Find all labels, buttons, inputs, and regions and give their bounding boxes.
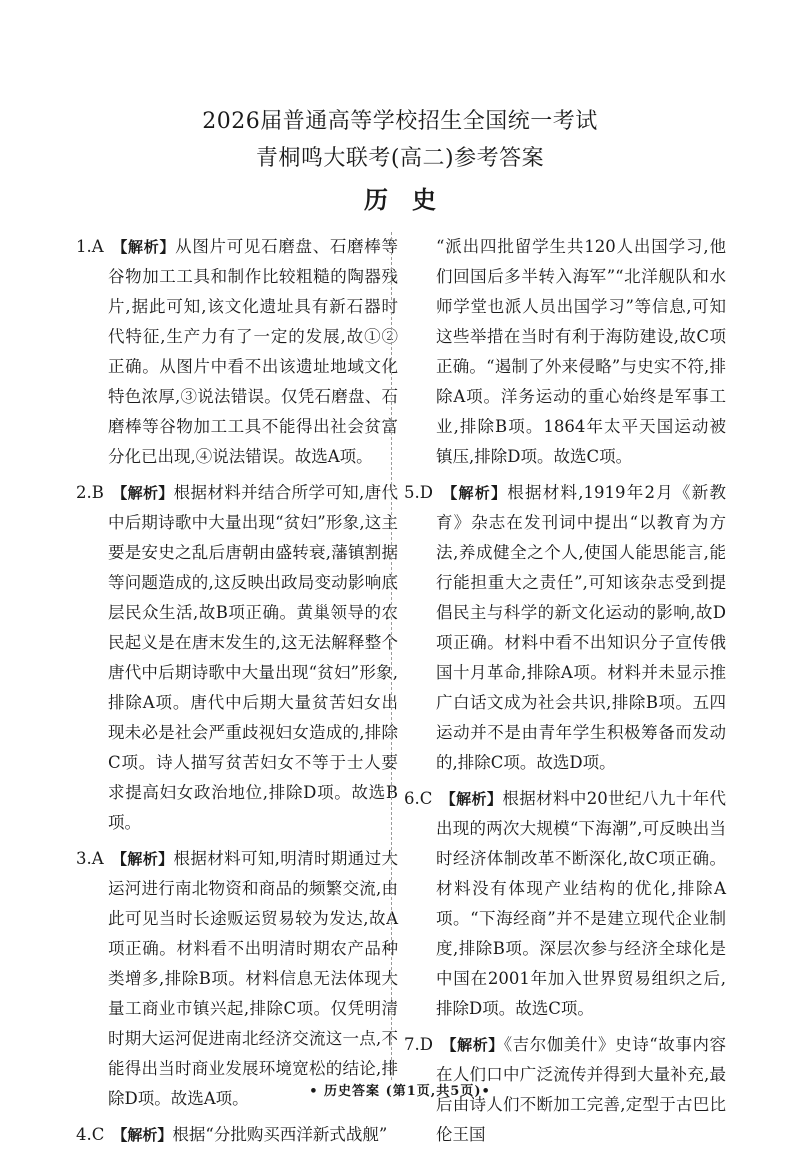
analysis-text: 根据“分批购买西洋新式战舰” bbox=[172, 1125, 388, 1144]
subject-heading: 历史 bbox=[364, 186, 460, 214]
left-column bbox=[76, 232, 398, 1156]
exam-title: 2026届普通高等学校招生全国统一考试 bbox=[202, 109, 598, 134]
column-divider bbox=[391, 232, 392, 1080]
page-footer: • 历史答案 (第1页,共5页)• bbox=[309, 1084, 491, 1099]
answer-item-6 bbox=[404, 784, 726, 1024]
item-answer: C bbox=[91, 1125, 105, 1144]
item-answer: A bbox=[91, 237, 104, 256]
right-column bbox=[404, 232, 726, 1156]
item-number: 4. bbox=[76, 1125, 92, 1144]
analysis-tag: 【解析】 bbox=[440, 790, 503, 808]
item-answer: C bbox=[419, 789, 433, 808]
analysis-text: 根据材料并结合所学可知,唐代中后期诗歌中大量出现“贫妇”形象,这主要是安史之乱后唐朝由盛转衰,藩镇割据等问题造成的,这反映出政局变动影响底层民众生活,故B项正确。黄巢领导的农民起义是在唐末发生的,这无法解释整个唐代中后期诗歌中大量出现“贫妇”形象,排除A项。唐代中后期大量贫苦妇女出现未必是社会严重歧视妇女造成的,排除C项。诗人描写贫苦妇女不等于士人要求提高妇女政治地位,排除D项。故选B项。 bbox=[108, 483, 398, 832]
answer-item-1 bbox=[76, 232, 398, 472]
item-number: 1. bbox=[76, 237, 92, 256]
item-answer: A bbox=[91, 849, 104, 868]
item-number: 3. bbox=[76, 849, 92, 868]
answer-key-title: 青桐鸣大联考(高二)参考答案 bbox=[255, 146, 545, 171]
analysis-tag: 【解析】 bbox=[440, 484, 508, 502]
analysis-tag: 【解析】 bbox=[112, 1126, 173, 1144]
answer-item-4 bbox=[76, 1120, 398, 1150]
item-number: 6. bbox=[404, 789, 420, 808]
analysis-text: 根据材料中20世纪八九十年代出现的两次大规模“下海潮”,可反映出当时经济体制改革不断深化,故C项正确。材料没有体现产业结构的优化,排除A项。“下海经商”并不是建立现代企业制度,排除B项。深层次参与经济全球化是中国在2001年加入世界贸易组织之后,排除D项。故选C项。 bbox=[436, 789, 726, 1018]
analysis-tag: 【解析】 bbox=[440, 1036, 504, 1054]
analysis-text: “派出四批留学生共120人出国学习,他们回国后多半转入海军”“北洋舰队和水师学堂也派人员出国学习”等信息,可知这些举措在当时有利于海防建设,故C项正确。“遏制了外来侵略”与史实不符,排除A项。洋务运动的重心始终是军事工业,排除B项。1864年太平天国运动被镇压,排除D项。故选C项。 bbox=[436, 237, 726, 466]
analysis-tag: 【解析】 bbox=[111, 850, 174, 868]
item-number: 2. bbox=[76, 483, 92, 502]
analysis-tag: 【解析】 bbox=[111, 238, 176, 256]
analysis-tag: 【解析】 bbox=[111, 484, 174, 502]
item-answer: B bbox=[91, 483, 104, 502]
answer-item-4-continuation bbox=[404, 232, 726, 472]
analysis-text: 根据材料可知,明清时期通过大运河进行南北物资和商品的频繁交流,由此可见当时长途贩运贸易较为发达,故A项正确。材料看不出明清时期农产品种类增多,排除B项。材料信息无法体现大量工商业市镇兴起,排除C项。仅凭明清时期大运河促进南北经济交流这一点,不能得出当时商业发展环境宽松的结论,排除D项。故选A项。 bbox=[108, 849, 398, 1108]
item-answer: D bbox=[419, 1035, 433, 1054]
item-number: 5. bbox=[404, 483, 420, 502]
answer-item-5 bbox=[404, 478, 726, 778]
analysis-text: 《吉尔伽美什》史诗“故事内容在人们口中广泛流传并得到大量补充,最后由诗人们不断加工完善,定型于古巴比伦王国 bbox=[436, 1035, 726, 1144]
analysis-text: 从图片可见石磨盘、石磨棒等谷物加工工具和制作比较粗糙的陶器残片,据此可知,该文化遗址具有新石器时代特征,生产力有了一定的发展,故①②正确。从图片中看不出该遗址地域文化特色浓厚,③说法错误。仅凭石磨盘、石磨棒等谷物加工工具不能得出社会贫富分化已出现,④说法错误。故选A项。 bbox=[108, 237, 398, 466]
item-number: 7. bbox=[404, 1035, 420, 1054]
answer-item-2 bbox=[76, 478, 398, 838]
item-answer: D bbox=[419, 483, 433, 502]
answer-item-3 bbox=[76, 844, 398, 1114]
analysis-text: 根据材料,1919年2月《新教育》杂志在发刊词中提出“以教育为方法,养成健全之个人,使国人能思能言,能行能担重大之责任”,可知该杂志受到提倡民主与科学的新文化运动的影响,故D项正确。材料中看不出知识分子宣传俄国十月革命,排除A项。材料并未显示推广白话文成为社会共识,排除B项。五四运动并不是由青年学生积极筹备而发动的,排除C项。故选D项。 bbox=[436, 483, 726, 772]
